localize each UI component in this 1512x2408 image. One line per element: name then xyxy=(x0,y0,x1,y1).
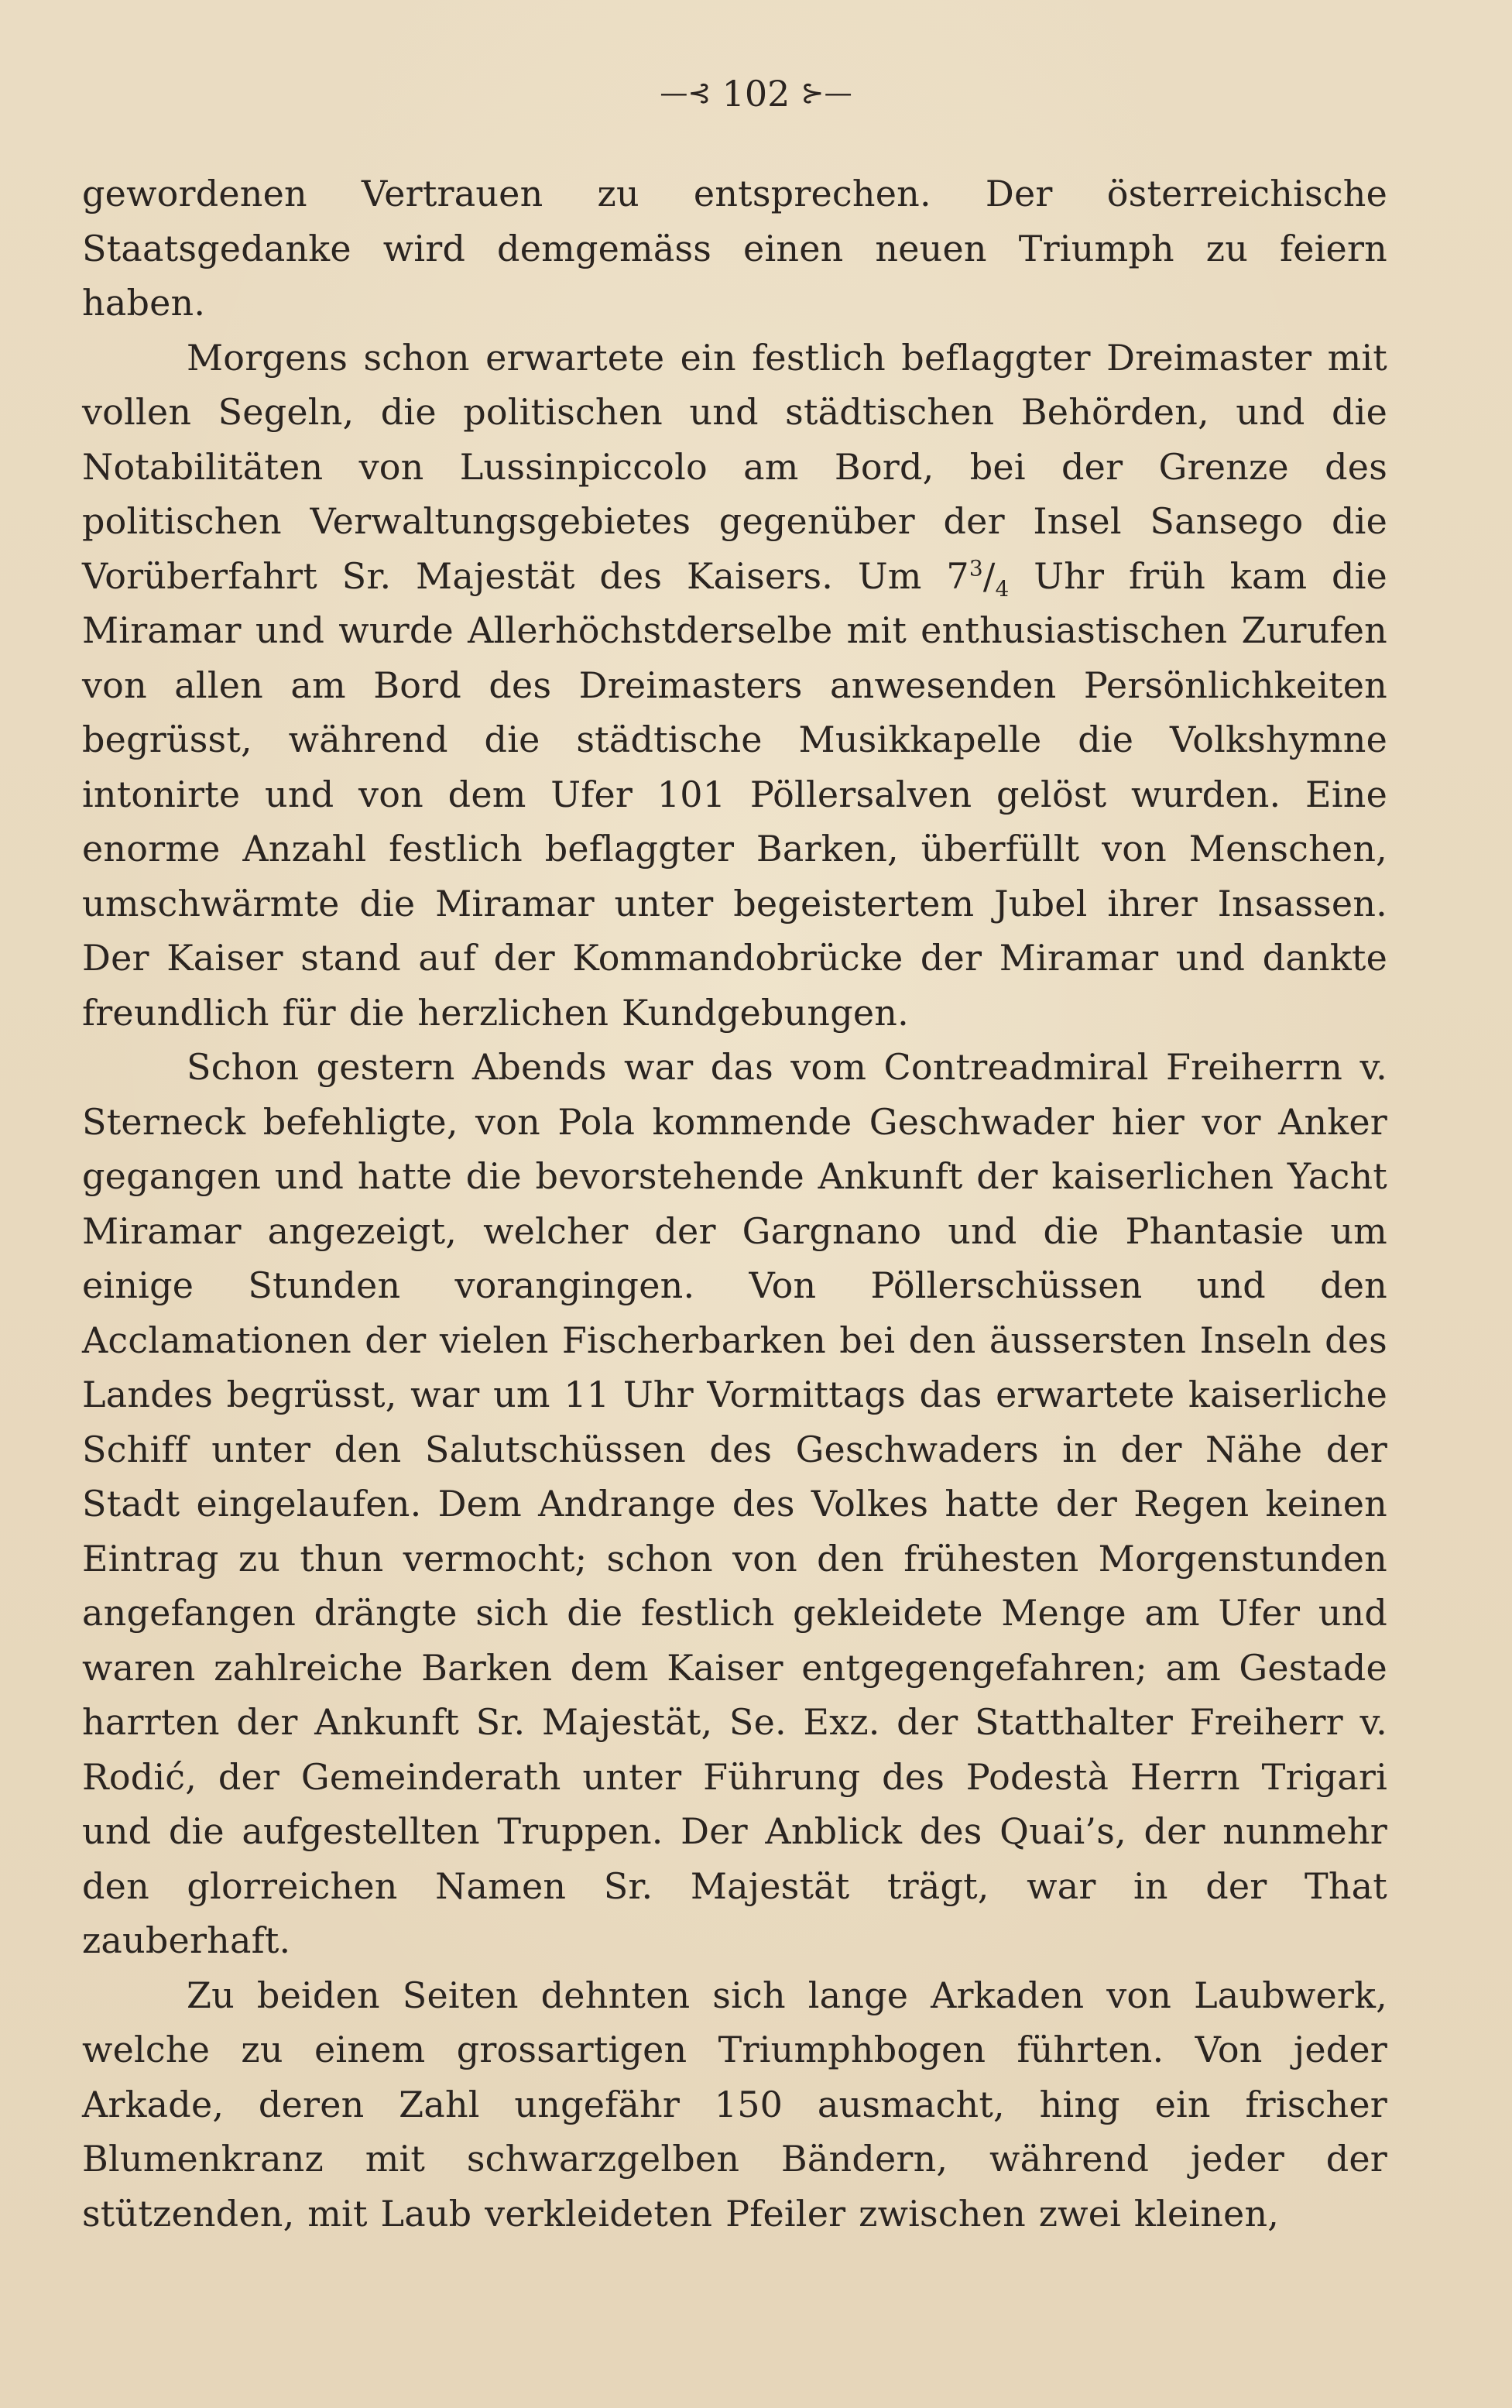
paragraph-2-text-before: Morgens schon erwartete ein festlich beflaggter Dreimaster mit vollen Segeln, die politischen und städtischen Behörden, und die Notabilitäten von Lussinpiccolo am Bord, bei der Grenze des politischen Verwaltungsgebietes gegenüber der Insel Sansego die Vorüberfahrt Sr. Majestät des Kaisers. Um 7 xyxy=(82,336,1387,597)
paragraph-4: Zu beiden Seiten dehnten sich lange Arkaden von Laubwerk, welche zu einem grossartigen Triumphbogen führten. Von jeder Arkade, deren Zahl ungefähr 150 ausmacht, hing ein frischer Blumenkranz mit schwarzgelben Bändern, während jeder der stützenden, mit Laub verkleideten Pfeiler zwischen zwei kleinen, xyxy=(82,1974,1387,2235)
fraction-separator: / xyxy=(982,554,996,597)
paragraph-1: gewordenen Vertrauen zu entsprechen. Der österreichische Staatsgedanke wird demgemäss einen neuen Triumph zu feiern haben. xyxy=(82,173,1387,324)
page-header xyxy=(0,67,1512,121)
paragraph-2-text-after: Uhr früh kam die Miramar und wurde Allerhöchstderselbe mit enthusiastischen Zurufen von allen am Bord des Dreimasters anwesenden Persönlichkeiten begrüsst, während die städtische Musikkapelle die Volkshymne intonirte und von dem Ufer 101 Pöllersalven gelöst wurden. Eine enorme Anzahl festlich beflaggter Barken, überfüllt von Menschen, umschwärmte die Miramar unter begeistertem Jubel ihrer Insassen. Der Kaiser stand auf der Kommandobrücke der Miramar und dankte freundlich für die herzlichen Kundgebungen. xyxy=(82,554,1387,1034)
fraction-denominator: 4 xyxy=(995,575,1010,602)
header-left-ornament: —⊰ xyxy=(660,77,711,109)
body-text xyxy=(82,166,1387,2241)
paragraph-2 xyxy=(82,331,1387,1041)
paragraph-3: Schon gestern Abends war das vom Contreadmiral Freiherrn v. Sterneck befehligte, von Pola kommende Geschwader hier vor Anker gegangen und hatte die bevorstehende Ankunft der kaiserlichen Yacht Miramar angezeigt, welcher der Gargnano und die Phantasie um einige Stunden vorangingen. Von Pöllerschüssen und den Acclamationen der vielen Fischerbarken bei den äussersten Inseln des Landes begrüsst, war um 11 Uhr Vormittags das erwartete kaiserliche Schiff unter den Salutschüssen des Geschwaders in der Nähe der Stadt eingelaufen. Dem Andrange des Volkes hatte der Regen keinen Eintrag zu thun vermocht; schon von den frühesten Morgenstunden angefangen drängte sich die festlich gekleidete Menge am Ufer und waren zahlreiche Barken dem Kaiser entgegengefahren; am Gestade harrten der Ankunft Sr. Majestät, Se. Exz. der Statthalter Freiherr v. Rodić, der Gemeinderath unter Führung des Podestà Herrn Trigari und die aufgestellten Truppen. Der Anblick des Quai’s, der nunmehr den glorreichen Namen Sr. Majestät trägt, war in der That zauberhaft. xyxy=(82,1046,1387,1961)
page-number: 102 xyxy=(722,73,790,115)
header-right-ornament: ⊱— xyxy=(801,77,852,109)
fraction-numerator: 3 xyxy=(969,555,983,581)
